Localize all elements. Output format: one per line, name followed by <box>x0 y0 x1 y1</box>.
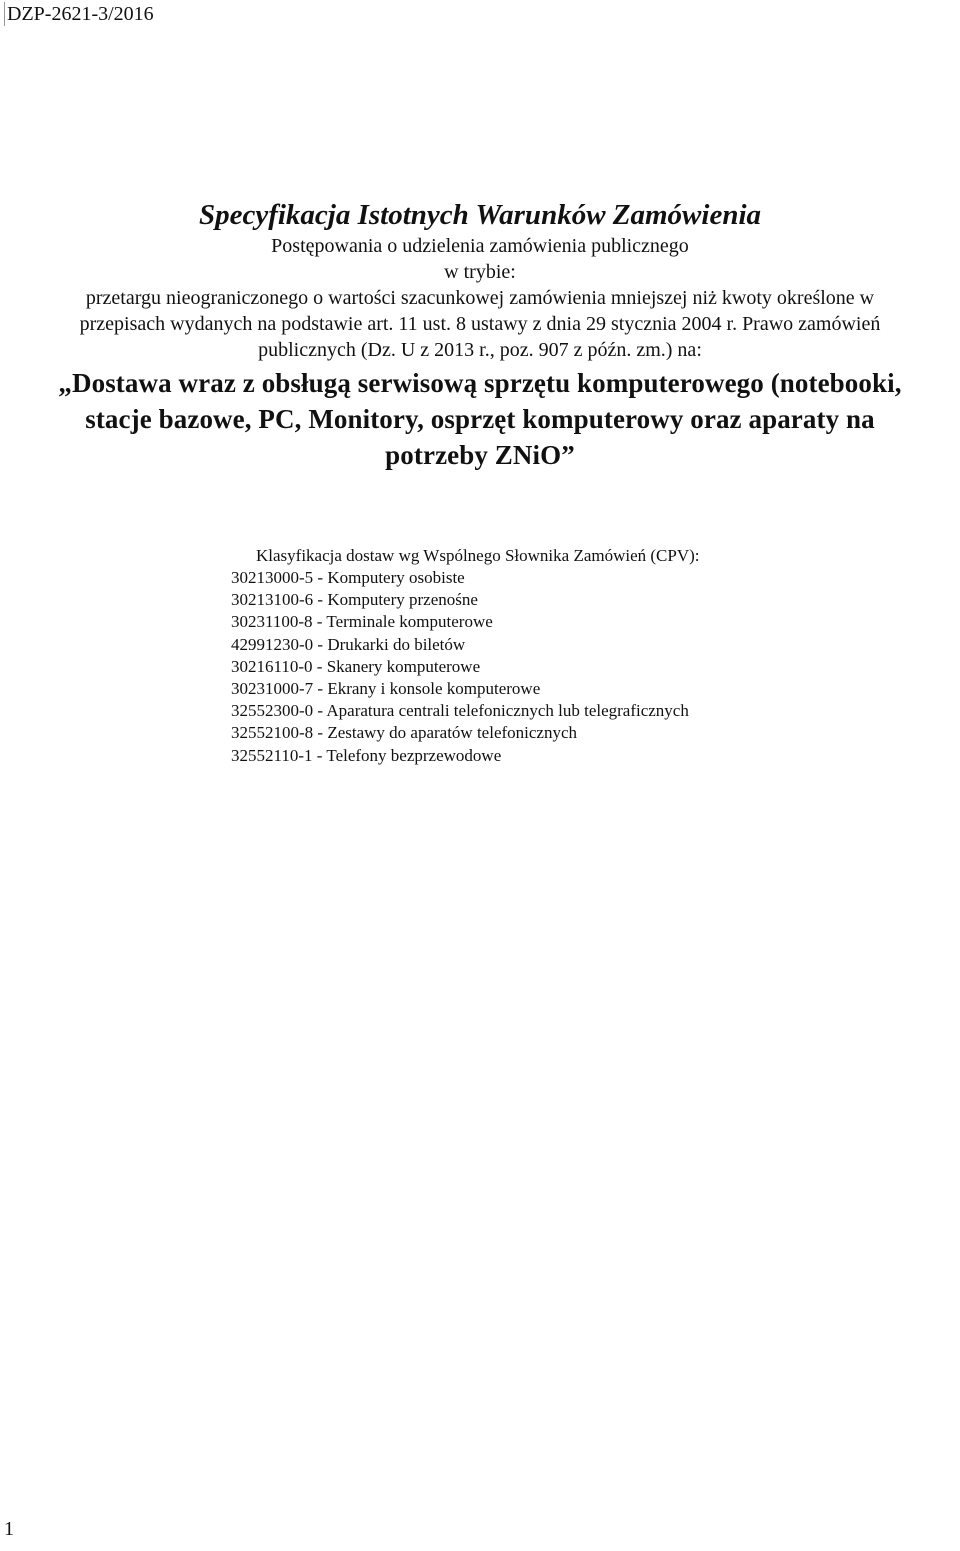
cpv-item: 30231100-8 - Terminale komputerowe <box>231 612 493 632</box>
subtitle-line: przetargu nieograniczonego o wartości szacunkowej zamówienia mniejszej niż kwoty określone w <box>85 287 875 309</box>
page-number: 1 <box>4 1518 14 1540</box>
cpv-item: 30216110-0 - Skanery komputerowe <box>231 656 481 676</box>
subject-line: „Dostawa wraz z obsługą serwisową sprzętu komputerowego (notebooki, <box>58 368 902 398</box>
cpv-item: 32552110-1 - Telefony bezprzewodowe <box>231 745 502 765</box>
cpv-code-list <box>231 567 689 767</box>
subtitle-line: Postępowania o udzielenia zamówienia publicznego <box>271 235 689 257</box>
subject-line: potrzeby ZNiO” <box>385 440 575 470</box>
cpv-item: 30231000-7 - Ekrany i konsole komputerowe <box>231 679 541 699</box>
subject-line: stacje bazowe, PC, Monitory, osprzęt komputerowy oraz aparaty na <box>85 404 875 434</box>
cpv-item: 32552300-0 - Aparatura centrali telefonicznych lub telegraficznych <box>231 701 689 721</box>
subtitle-line: przepisach wydanych na podstawie art. 11 ust. 8 ustawy z dnia 29 stycznia 2004 r. Prawo zamówień <box>79 313 881 335</box>
cpv-item: 30213000-5 - Komputery osobiste <box>231 568 465 587</box>
subtitle-line: w trybie: <box>444 261 516 283</box>
subtitle-line: publicznych (Dz. U z 2013 r., poz. 907 z późn. zm.) na: <box>258 339 702 361</box>
document-title: Specyfikacja Istotnych Warunków Zamówienia <box>198 199 762 231</box>
contract-subject <box>30 365 930 473</box>
document-reference: DZP-2621-3/2016 <box>4 2 154 26</box>
cpv-item: 42991230-0 - Drukarki do biletów <box>231 634 466 654</box>
procedure-description <box>0 233 960 363</box>
cpv-heading: Klasyfikacja dostaw wg Wspólnego Słownika Zamówień (CPV): <box>256 546 700 565</box>
cpv-item: 30213100-6 - Komputery przenośne <box>231 590 478 610</box>
cpv-item: 32552100-8 - Zestawy do aparatów telefonicznych <box>231 723 578 743</box>
